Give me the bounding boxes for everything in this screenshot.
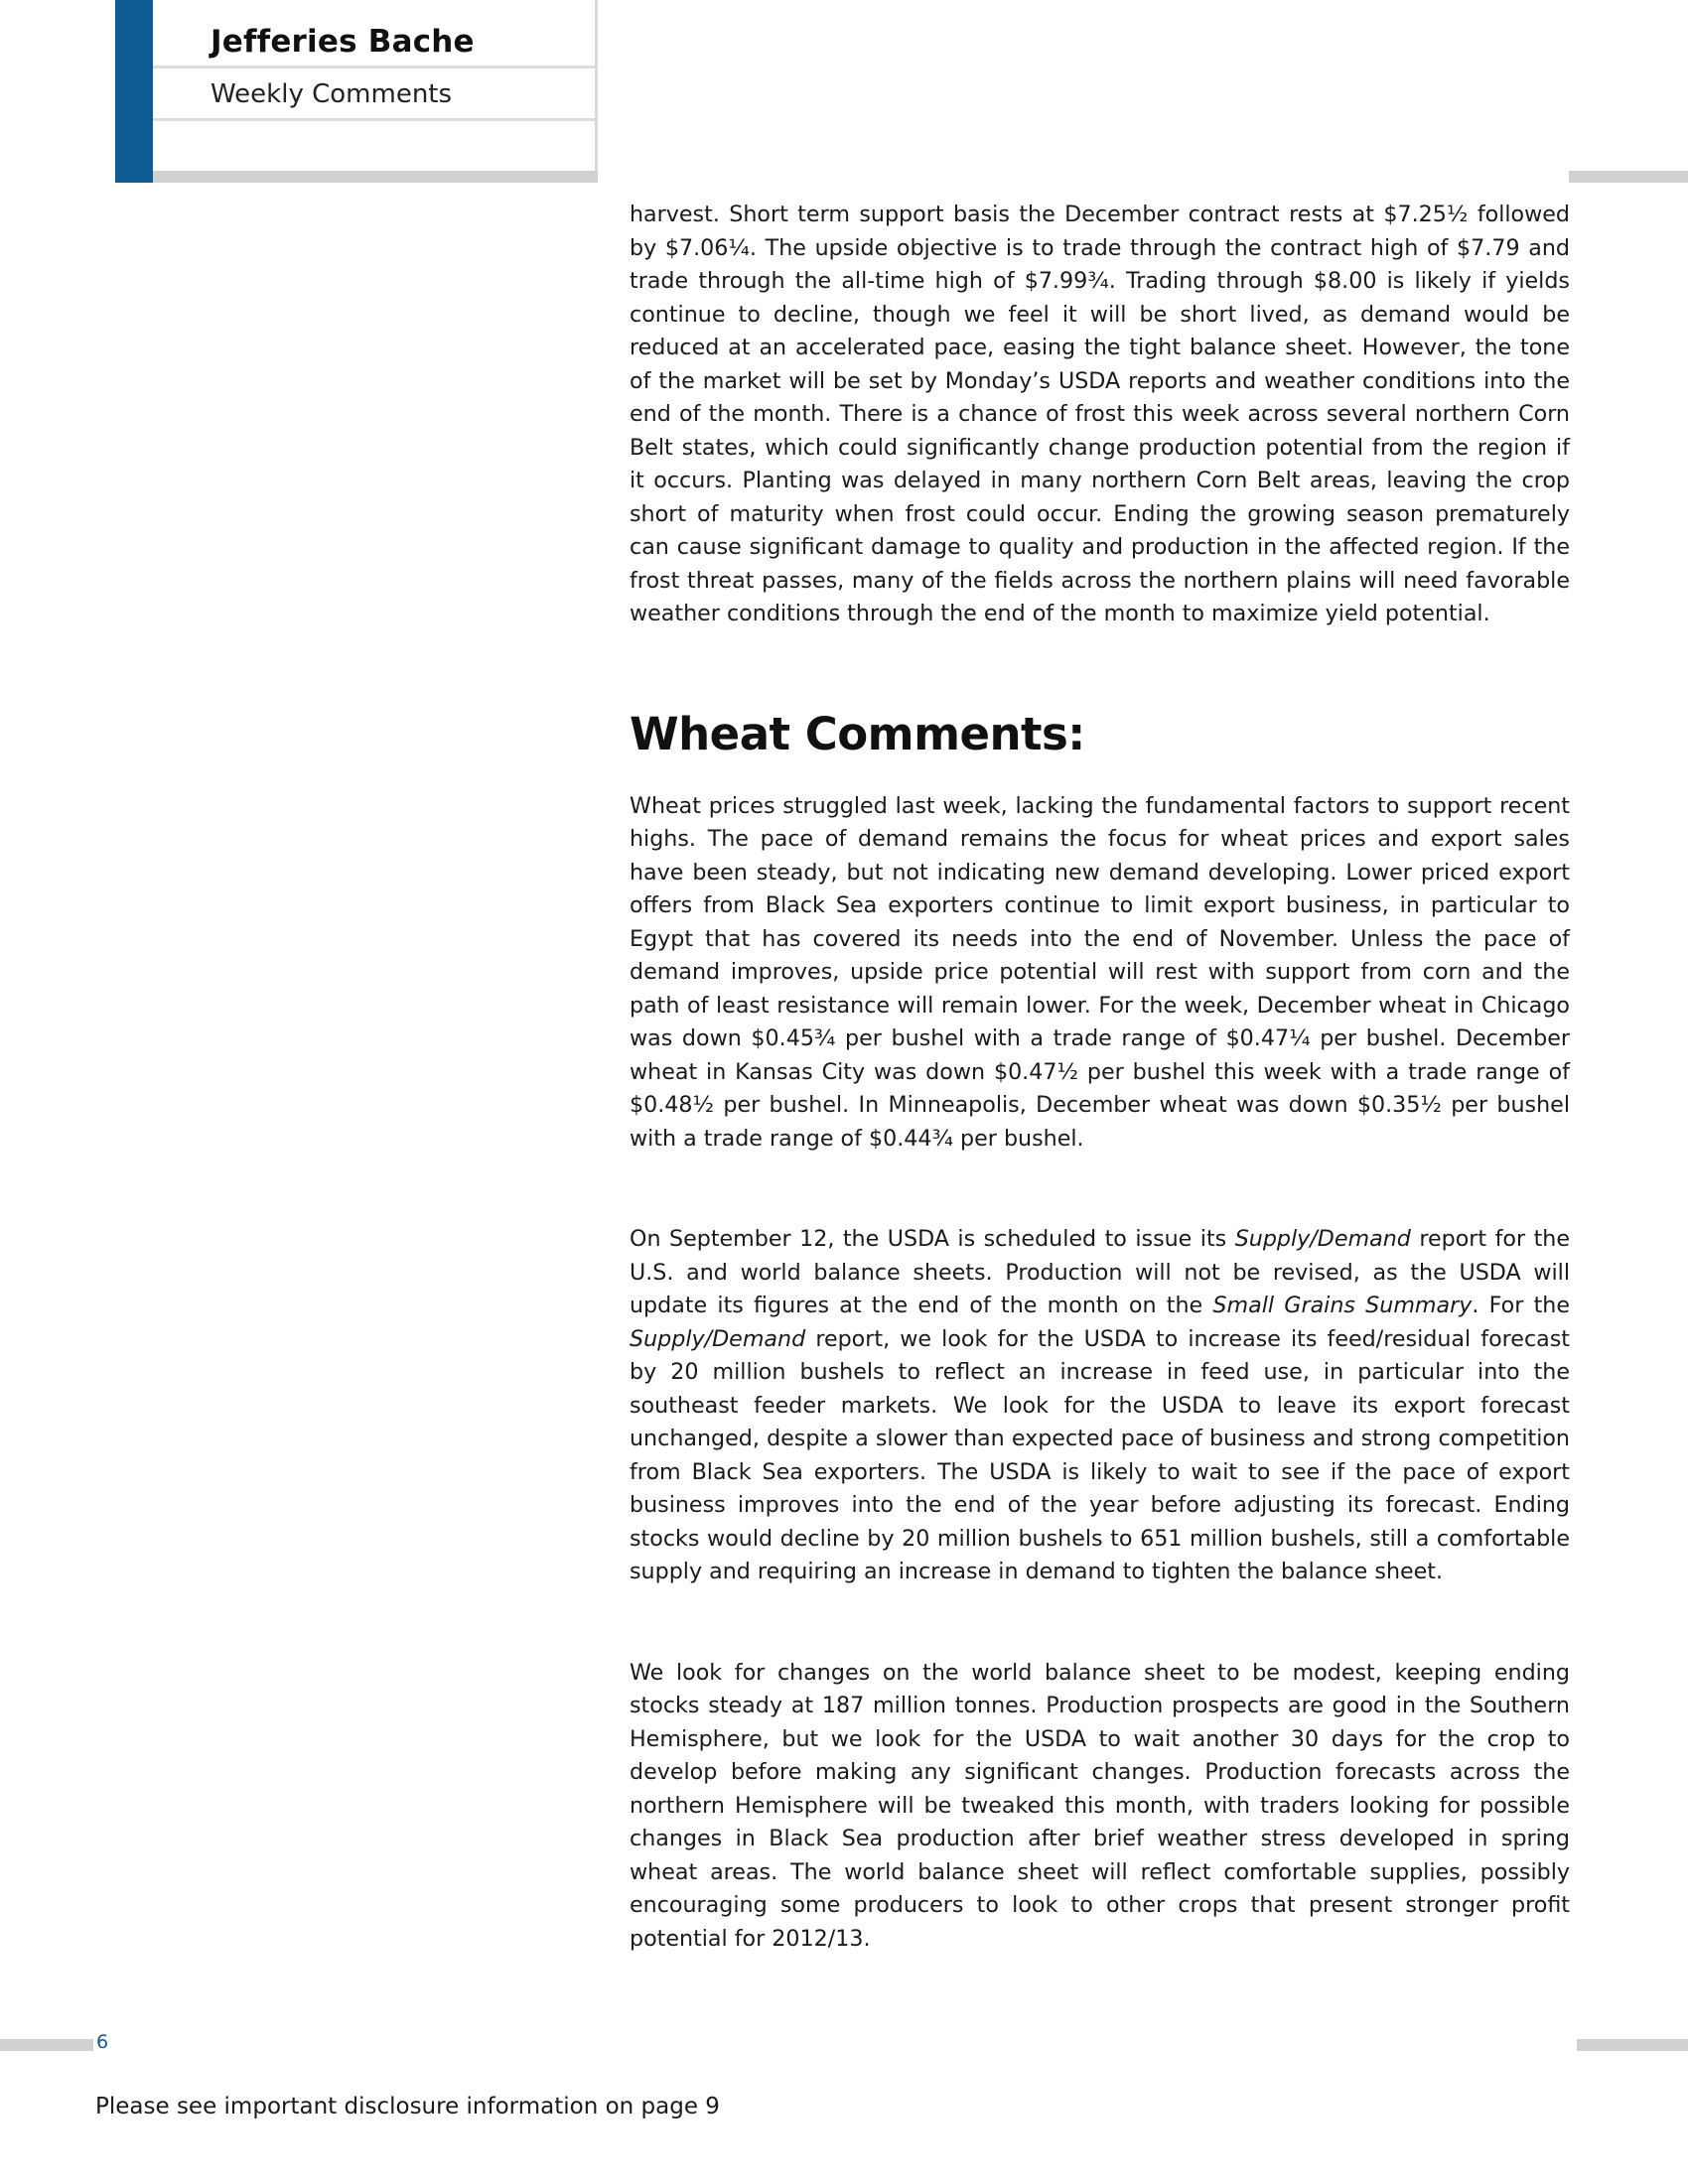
header-divider [153, 118, 598, 121]
page-header [153, 0, 598, 183]
wheat-section-heading: Wheat Comments: [630, 707, 1085, 760]
text-run: report for the U.S. and world balance sheets. Production will not be revised, as the USDA will update its figures at the end of the month on the [630, 1226, 1570, 1318]
company-name: Jefferies Bache [211, 24, 475, 60]
decorative-bar-top-right [1569, 171, 1688, 183]
report-title-small-grains-summary: Small Grains Summary [1212, 1293, 1473, 1318]
corn-continuation-paragraph: harvest. Short term support basis the December contract rests at $7.25½ followed by $7.06¼. The upside objective is to trade through the contract high of $7.79 and trade through the all-time high of $7.99¾. Trading through $8.00 is likely if yields continue to decline, though we feel it will be short lived, as demand would be reduced at an accelerated pace, easing the tight balance sheet. However, the tone of the market will be set by Monday’s USDA reports and weather conditions into the end of the month. There is a chance of frost this week across several northern Corn Belt states, which could significantly change production potential from the region if it occurs. Planting was delayed in many northern Corn Belt areas, leaving the crop short of maturity when frost could occur. Ending the growing season prematurely can cause significant damage to quality and production in the affected region. If the frost threat passes, many of the fields across the northern plains will need favorable weather conditions through the end of the month to maximize yield potential. [630, 202, 1570, 626]
decorative-bar-bottom-left [0, 2039, 93, 2051]
disclosure-note: Please see important disclosure information on page 9 [95, 2094, 720, 2119]
text-run: . For the [1472, 1293, 1570, 1318]
wheat-paragraph-3: We look for changes on the world balance sheet to be modest, keeping ending stocks steady at 187 million tonnes. Production prospects are good in the Southern Hemisphere, but we look for the USDA to wait another 30 days for the crop to develop before making any significant changes. Production forecasts across the northern Hemisphere will be tweaked this month, with traders looking for possible changes in Black Sea production after brief weather stress developed in spring wheat areas. The world balance sheet will reflect comfortable supplies, possibly encouraging some producers to look to other crops that present stronger profit potential for 2012/13. [630, 1659, 1570, 1952]
decorative-bar-bottom-right [1577, 2039, 1688, 2051]
text-run: report, we look for the USDA to increase its feed/residual forecast by 20 million bushels to reflect an increase in feed use, in particular into the southeast feeder markets. We look for the USDA to leave its export forecast unchanged, despite a slower than expected pace of business and strong competition from Black Sea exporters. The USDA is likely to wait to see if the pace of export business improves into the end of the year before adjusting its forecast. Ending stocks would decline by 20 million bushels to 651 million bushels, still a comfortable supply and requiring an increase in demand to tighten the balance sheet. [630, 1325, 1570, 1584]
wheat-paragraph-1: Wheat prices struggled last week, lacking the fundamental factors to support recent highs. The pace of demand remains the focus for wheat prices and export sales have been steady, but not indicating new demand developing. Lower priced export offers from Black Sea exporters continue to limit export business, in particular to Egypt that has covered its needs into the end of November. Unless the pace of demand improves, upside price potential will rest with support from corn and the path of least resistance will remain lower. For the week, December wheat in Chicago was down $0.45¾ per bushel with a trade range of $0.47¼ per bushel. December wheat in Kansas City was down $0.47½ per bushel this week with a trade range of $0.48½ per bushel. In Minneapolis, December wheat was down $0.35½ per bushel with a trade range of $0.44¾ per bushel. [630, 792, 1570, 1152]
wheat-paragraph-2 [630, 1223, 1570, 1589]
header-bottom-bar [153, 171, 598, 183]
main-content [630, 199, 1570, 1956]
header-divider [153, 66, 598, 68]
report-title-supply-demand: Supply/Demand [1234, 1226, 1411, 1252]
publication-title: Weekly Comments [211, 79, 453, 109]
page-number: 6 [96, 2031, 109, 2053]
report-title-supply-demand: Supply/Demand [630, 1325, 806, 1352]
header-accent-bar [115, 0, 153, 183]
text-run: On September 12, the USDA is scheduled to issue its [630, 1226, 1235, 1252]
